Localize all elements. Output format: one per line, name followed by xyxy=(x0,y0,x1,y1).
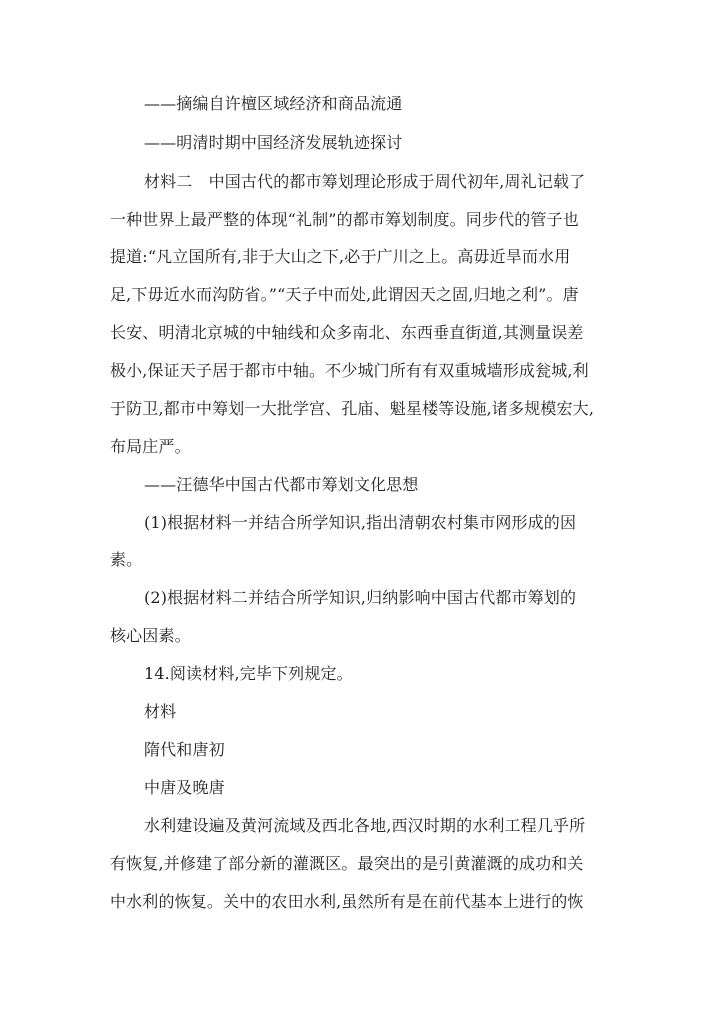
material-two-paragraph-line: 于防卫,都市中筹划一大批学宫、孔庙、魁星楼等设施,诸多规模宏大, xyxy=(110,399,595,418)
question-2-line: (2)根据材料二并结合所学知识,归纳影响中国古代都市筹划的 xyxy=(144,588,577,607)
source-citation-1: ——摘编自许檀区域经济和商品流通 xyxy=(144,94,403,113)
material-two-paragraph-line: 足,下毋近水而沟防省。”“天子中而处,此谓因天之固,归地之利”。唐 xyxy=(110,285,579,304)
source-citation-3: ——汪德华中国古代都市筹划文化思想 xyxy=(144,475,419,494)
question-2-line: 核心因素。 xyxy=(110,626,191,645)
material-two-paragraph-line: 布局庄严。 xyxy=(110,437,191,456)
question-1-line: 素。 xyxy=(110,550,143,569)
source-citation-2: ——明清时期中国经济发展轨迹探讨 xyxy=(144,133,403,152)
material-two-paragraph-line: 提道:“凡立国所有,非于大山之下,必于广川之上。高毋近旱而水用 xyxy=(110,247,571,266)
material-paragraph-line: 有恢复,并修建了部分新的灌溉区。最突出的是引黄灌溉的成功和关 xyxy=(110,854,584,873)
material-two-paragraph-line: 材料二 中国古代的都市筹划理论形成于周代初年,周礼记载了 xyxy=(144,172,586,191)
question-14-heading: 14.阅读材料,完毕下列规定。 xyxy=(144,664,353,683)
material-label: 材料 xyxy=(144,702,177,721)
material-paragraph-line: 中水利的恢复。关中的农田水利,虽然所有是在前代基本上进行的恢 xyxy=(110,892,584,911)
question-1-line: (1)根据材料一并结合所学知识,指出清朝农村集市网形成的因 xyxy=(144,513,577,532)
material-two-paragraph-line: 长安、明清北京城的中轴线和众多南北、东西垂直街道,其测量误差 xyxy=(110,323,584,342)
material-two-paragraph-line: 极小,保证天子居于都市中轴。不少城门所有有双重城墙形成瓮城,利 xyxy=(110,361,589,380)
period-label-sui-early-tang: 隋代和唐初 xyxy=(144,740,225,759)
material-paragraph-line: 水利建设遍及黄河流域及西北各地,西汉时期的水利工程几乎所 xyxy=(144,816,586,835)
period-label-mid-late-tang: 中唐及晚唐 xyxy=(144,778,225,797)
material-two-paragraph-line: 一种世界上最严整的体现“礼制”的都市筹划制度。同步代的管子也 xyxy=(110,210,579,229)
